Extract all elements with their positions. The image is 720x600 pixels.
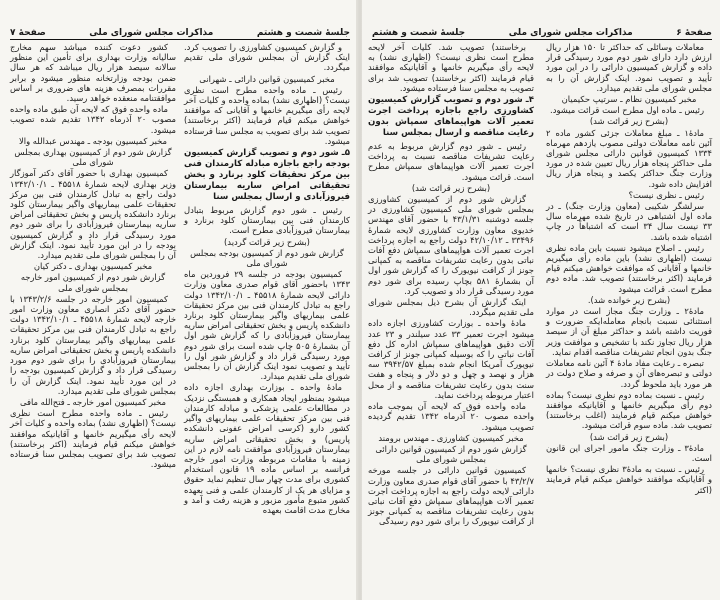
paragraph: رئیس ـ ماده واحده مطرح است نظری نیست؟ (اظهاری نشد) بماده واحده و کلیات آخر لایحه رأی میگیریم خانمها و آقایانیکه موافقند خواهش میکنم قیام فرمایند (اکثر برخاستند) تصویب شد برای تصویب بمجلس سنا فرستاده میشود. <box>10 408 176 470</box>
paragraph: رئیس ـ نظری نیست؟ <box>628 189 704 200</box>
centered-line: گزارش شور دوم از کمیسیون بهداری بمجلس شورای ملی <box>14 147 172 168</box>
paragraph: گزارش شور دوم از کمیسیون کشاورزی بمجلس شورای ملی کمیسیون کشاورزی در جلسه دوشنبه ۴۳/۱/۳۱ با حضور آقای مهندس خدیوی معاون وزارت کشاورزی لایحه شمارهٔ ۳۳۴۹۶ ـ ۴۲/۱۰/۱۲ دولت راجع به اجازه پرداخت اجرت تعمیر آلات هواپیماهای سمپاش دفع آفات نباتی بدون رعایت تشریفات مناقصه به کمپانی جونز از کرافت نیویورک را که گزارش شور اول آن بشمارهٔ ۵۸۱ بچاپ رسیده برای شور دوم مورد رسیدگی قرار داد و تصویب کرد. <box>368 194 534 296</box>
paragraph: رئیس ـ ماده اول مطرح است قرائت میشود. <box>550 105 704 116</box>
paragraph: اینک گزارش آن بشرح ذیل بمجلس شورای ملی تقدیم میگردد. <box>368 297 534 318</box>
paragraph: مادهٔ واحده ـ بوزارت بهداری اجازه داده میشود بمنظور ایجاد همکاری و همبستگی نزدیک در مطالعات علمی پزشکی و مبادله کارمندان فنی بین مرکز تحقیقات علمی بیماریهای واگیر کشور دارو (کرسی امراض عفونی دانشکده پاریس) و بخش تحقیقاتی امراض ساریه بیمارستان فیروزآبادی موافقت نامه لازم در این زمینه با مقامات مربوطه وزارت امور خارجه فرانسه بر اساس ماده ۱۹ قانون استخدام کشوری برای مدت چهار سال تنظیم نماید حقوق و مزایای هر یک از کارمندان علمی و فنی بعهده کشور متبوع مأمور مزبور و هزینه رفت و آمد و مخارج مدت اقامت بعهده <box>184 382 350 515</box>
text-column-right <box>184 42 350 516</box>
paragraph: کشور دعوت کننده میباشد سهم مخارج سالیانه وزارت بهداری برای تأمین این منظور سالانه سیصد هزار ریال میباشد که هر سال ضمن بودجه وزارتخانه منظور میشود و برابر مقررات بمصرف هزینه های ضروری بر اساس موافقتنامه منعقده خواهد رسید. <box>10 42 176 104</box>
paragraph: رئیس ـ اصلاح میشود نسبت باین ماده نظری نیست (اظهاری نشد) باین ماده رأی میگیریم خانمها و آقایانی که موافقت خواهش میکنم قیام فرمایند (اکثر برخاستند) تصویب شد. ماده دوم مطرح است. قرائت میشود <box>546 242 712 294</box>
text-column-left <box>10 42 176 470</box>
paragraph: سرلشگر شکیبی (معاون وزارت جنگ) ـ در ماده اول اشتباهی در تاریخ شده مهرماه سال ۳۳ نیست سال ۳۴ است که اشتباهاً در چاپ اشتباه شده باشد. <box>546 201 712 242</box>
centered-line: گزارش شور دوم از کمیسیون بودجه بمجلس شورای ملی <box>190 247 344 269</box>
page-number: صفحهٔ ۶ <box>676 28 712 38</box>
centered-line: مخبر کمیسیون قوانین دارائی ـ شهرانی <box>199 73 335 84</box>
publication-title: مذاکرات مجلس شورای ملی <box>508 28 633 38</box>
publication-title: مذاکرات مجلس شورای ملی <box>89 28 214 38</box>
paragraph: کمیسیون قوانین دارائی در جلسه مورخه ۴۳/۲/۷ با حضور آقای قوام صدری معاون وزارت دارائی لایحه دولت راجع به اجازه پرداخت اجرت تعمیر آلات هواپیماهای سمپاش دفع آفات نباتی بدون رعایت تشریفات مناقصه به کمپانی جونز از کرافت نیویورک را برای شور دوم رسیدگی <box>368 465 534 527</box>
page-number: صفحهٔ ۷ <box>10 28 46 38</box>
paragraph: برخاستند) تصویب شد. کلیات آخر لایحه مطرح است نظری نیست؟ (اظهاری نشد) به لایحه رأی میگیریم خانمها و آقایانیکه موافقند قیام فرمایند (اکثر برخاستند) تصویب شد برای تصویب به مجلس سنا فرستاده میشود. <box>368 42 534 93</box>
page-header <box>372 26 712 40</box>
page-6 <box>362 0 720 600</box>
centered-line: مخبر کمیسیون کشاورزی ـ مهندس برومند <box>378 432 524 443</box>
centered-line: (بشرح زیر خوانده شد). <box>587 294 671 305</box>
paragraph: مادهٔ۱ ـ مبلغ معاملات جزئی کشور ماده ۲ آئین نامه معاملات دولتی مصوب یازدهم مهرماه ۱۳۳۴ کمیسیون قوانین دارائی مجلس شورای ملی حداکثر پنجاه هزار ریال تعیین شده در مورد وزارت جنگ حداکثر یکصد و پنجاه هزار ریال افزایش داده شود. <box>546 127 712 189</box>
paragraph: ماده واحده فوق که لایحه آن طبق ماده واحده مصوب ۲۰ آذرماه ۱۳۴۲ تقدیم شده تصویب میشود. <box>10 104 176 135</box>
centered-line: مخبر کمیسیون بهداری ـ دکتر کیان <box>33 261 153 272</box>
paragraph: رئیس ـ نسبت به مادهٔ۳ نظری نیست؟ خانمها و آقایانیکه موافقند خواهش میکنم قیام فرمایند (اکثر <box>546 464 712 495</box>
section-heading: ۵ـ شور دوم و تصویب گزارش کمیسیون بودجه راجع باجازه مبادله کارمندان فنی بین مرکز تحقیقات کلود برنارد و بخش تحقیقاتی امراض ساریه بیمارستان فیروزآبادی و ارسال بمجلس سنا <box>184 148 350 203</box>
centered-line: گزارش شور دوم از کمیسیون قوانین دارائی بمجلس شورای ملی <box>375 443 527 465</box>
centered-line: مخبر کمیسیون بودجه ـ مهندس عبدالله والا <box>18 135 168 146</box>
page-header <box>10 26 350 40</box>
paragraph: کمیسیون امور خارجه در جلسه ۱۳۴۳/۲/۶ با حضور آقای دکتر انصاری معاون وزارت امور خارجه لایحه شمارهٔ ۴۵۵۱۸ ـ ۱۳۴۲/۱۰/۱ دولت راجع به تبادل کارمندان فنی بین مرکز تحقیقات علمی بیماریهای واگیر بیمارستان کلود برنارد دانشکده پاریس و بخش تحقیقاتی امراض ساریه بیمارستان فیروزآبادی را برای شور دوم مورد رسیدگی قرار داد و گزارش کمیسیون بودجه را در این مورد تأیید نمود. اینک گزارش آن را بمجلس شورای ملی تقدیم میدارد. <box>10 293 177 396</box>
paragraph: مادهٔ۳ ـ وزارت جنگ مامور اجرای این قانون است. <box>546 442 712 463</box>
paragraph: رئیس ـ ماده واحده مطرح است نظری نیست؟ (اظهاری نشد) بماده واحده و کلیات آخر لایحه رأی میگیریم خانمها و آقایانی که موافقند خواهش میکنم قیام فرمایند (اکثر برخاستند) تصویب شد برای تصویب به مجلس سنا فرستاده میشود. <box>184 84 350 146</box>
centered-line: گزارش شور دوم از کمیسیون امور خارجه بمجلس شورای ملی <box>20 272 166 293</box>
session-title: جلسهٔ شصت و هشتم <box>256 28 350 38</box>
centered-line: مخبر کمیسیون امور خارجه ـ فتح‌الله مافی <box>19 396 167 407</box>
centered-line: (بشرح زیر قرائت شد) <box>411 182 491 193</box>
paragraph: مادهٔ واحده ـ بوزارت کشاورزی اجازه داده میشود اجرت تعمیر ۳۳ عدد سیلندر و ۲۳ عدد آلات دقیق هواپیماهای سمپاش اداره کل دفع آفات نباتی را که بوسیله کمپانی جونز از کرافت نیویورک آمریکا انجام شده بمبلغ ۳۹۴۲/۵۷ سه هزار و نهصد و چهل و دو دلار و پنجاه و هفت سنت بدون رعایت تشریفات مناقصه و از محل اعتبار مربوطه پرداخت نماید. <box>368 318 534 400</box>
centered-line: (بشرح زیر قرائت شد) <box>589 116 669 127</box>
paragraph: مادهٔ۲ ـ وزارت جنگ مجاز است در موارد استثنائی نسبت بانجام معامله‌ایکه ضرورت و فوریت داشته باشد و حداکثر مبلغ آن از سیصد هزار ریال تجاوز نکند با تشخیص و موافقت وزیر جنگ بدون انجام تشریفات مناقصه اقدام نماید. <box>546 306 712 357</box>
paragraph: رئیس ـ نسبت بماده دوم نظری نیست؟ بماده دوم رأی میگیریم خانمها و آقایانیکه موافقند خواهش میکنم قیام فرمایند (اغلب برخاستند) تصویب شد. ماده سوم قرائت میشود. <box>546 389 712 431</box>
paragraph: ماده واحده فوق که لایحه آن بموجب ماده واحده مصوب ۲۰ آذرماه ۱۳۴۲ تقدیم گردیده تصویب میشود. <box>368 401 534 432</box>
text-column-left <box>368 42 534 528</box>
paragraph: و گزارش کمیسیون کشاورزی را تصویب کرد. اینک گزارش آن بمجلس شورای ملی تقدیم میگردد. <box>184 42 350 73</box>
paragraph: کمیسیون بهداری با حضور آقای دکتر آموزگار وزیر بهداری لایحه شمارهٔ ۴۵۵۱۸ ـ ۱۳۴۲/۱۰/۱ دولت راجع به تبادل کارمندان فنی بین مرکز تحقیقات علمی بیماریهای واگیر بیمارستان کلود برنارد دانشکده پاریس و بخش تحقیقاتی امراض ساریه بیمارستان فیروزآبادی را برای شور دوم مورد رسیدگی قرار داد و گزارش کمیسیون بودجه را در این مورد تأیید نمود. اینک گزارش آن را بمجلس شورای ملی تقدیم میدارد. <box>10 168 176 261</box>
section-heading: ۴ـ شور دوم و تصویب گزارش کمیسیون کشاورزی راجع باجازه پرداخت اجرت تعمیر آلات هواپیماهای سمپاش بدون رعایت مناقصه و ارسال بمجلس سنا <box>368 95 534 139</box>
page-7 <box>0 0 358 600</box>
paragraph: معاملات وسائلی که حداکثر تا ۱۵۰ هزار ریال ارزش دارد دارای شور دوم مورد رسیدگی قرار داده و گزارش کمیسیون دارائی را در این مورد تأیید و تصویب نمود. اینک گزارش آن را به مجلس شورای ملی تقدیم میدارد. <box>546 42 712 93</box>
paragraph: کمیسیون بودجه در جلسه ۲۹ فروردین ماه ۱۳۴۳ باحضور آقای قوام صدری معاون وزارت دارائی لایحه شمارهٔ ۴۵۵۱۸ ـ ۱۳۴۲/۱۰/۱ دولت راجع به تبادل کارمندان فنی بین مرکز تحقیقات علمی بیماریهای واگیر بیمارستان کلود برنارد دانشکده پاریس و بخش تحقیقاتی امراض ساریه بیمارستان فیروزآبادی را که گزارش شور اول آن بشمارهٔ ۵۰۵ چاپ شده است برای شور دوم مورد رسیدگی قرار داد و گزارش شور اول را تأیید و تصویب نمود اینک گزارش آن را بمجلس شورای ملی تقدیم میدارد. <box>184 269 350 382</box>
paragraph: تبصره ـ رعایت مفاد مادهٔ ۴ آئین نامه معاملات دولتی و تبصره‌های آن و صرفه و صلاح دولت در هر مورد باید ملحوظ گردد. <box>546 358 712 389</box>
session-title: جلسهٔ شصت و هشتم <box>372 28 466 38</box>
centered-line: مخبر کمیسیون نظام ـ سرتیپ حکیمیان <box>561 94 697 105</box>
paragraph: رئیس ـ شور دوم گزارش مربوط بتبادل کارمندان فنی بین بیمارستان کلود برنارد و بیمارستان فیروزآبادی مطرح است. <box>184 205 350 236</box>
paragraph: رئیس ـ شور دوم گزارش مربوط به عدم رعایت تشریفات مناقصه نسبت به پرداخت اجرت تعمیر آلات هواپیماهای سمپاش مطرح است. قرائت میشود. <box>368 141 534 182</box>
text-column-right <box>546 42 712 496</box>
centered-line: (بشرح زیر قرائت شد) <box>589 431 669 442</box>
centered-line: (بشرح زیر قرائت گردید) <box>224 236 310 247</box>
